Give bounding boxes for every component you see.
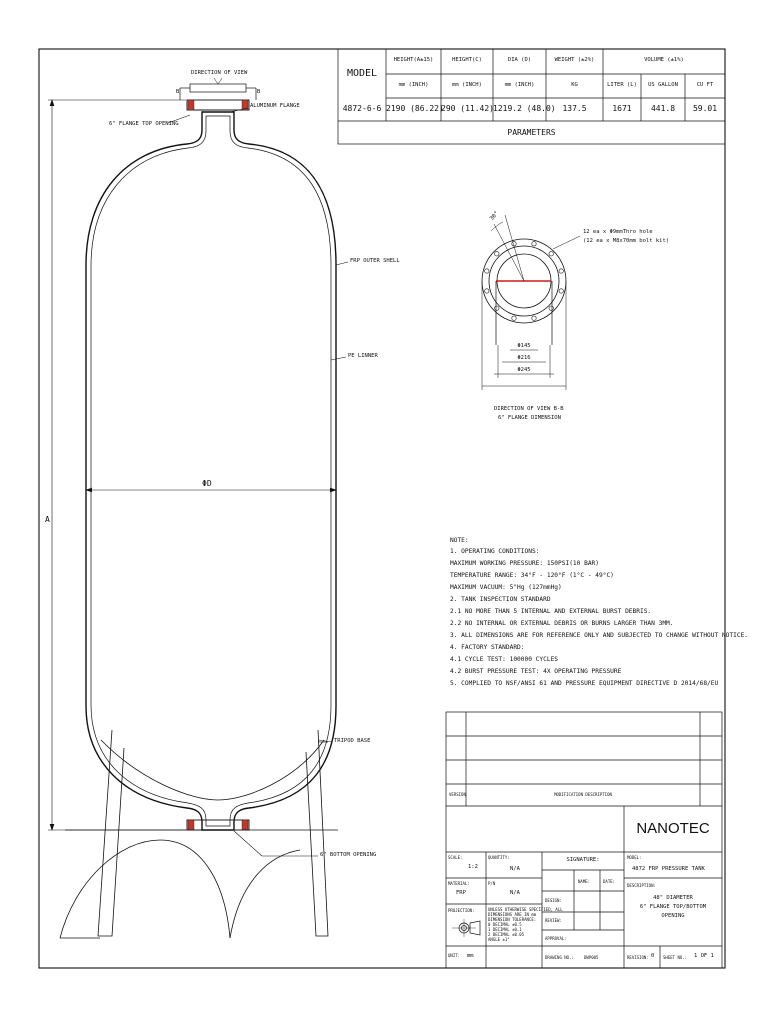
bolt-hole xyxy=(549,252,553,256)
note-line: NOTE: xyxy=(450,537,469,544)
spec-unit-height-a: mm (INCH) xyxy=(398,82,429,88)
material-label: MATERIAL: xyxy=(448,881,470,886)
tripod-base-label: TRIPOD BASE xyxy=(334,738,371,744)
spec-weight-value: 137.5 xyxy=(562,104,587,113)
tank-pe-liner xyxy=(91,116,331,826)
pn-label: P/N xyxy=(488,881,496,886)
note-line: TEMPERATURE RANGE: 34°F - 120°F (1°C - 49°C) xyxy=(450,572,614,579)
flange-dim-216: Φ216 xyxy=(517,355,531,361)
tolerance-line: ANGLE ±1° xyxy=(488,937,510,942)
bolt-hole xyxy=(495,252,499,256)
note-line: 2.1 NO MORE THAN 5 INTERNAL AND EXTERNAL BURST DEBRIS. xyxy=(450,608,652,615)
bottom-flange xyxy=(187,820,249,830)
spec-cuft-value: 59.01 xyxy=(692,104,718,113)
note-line: 5. COMPLIED TO NSF/ANSI 61 AND PRESSURE EQUIPMENT DIRECTIVE D 2014/68/EU xyxy=(450,680,719,687)
date-label: DATE: xyxy=(603,879,616,884)
quantity-value: N/A xyxy=(510,866,520,872)
bolt-hole xyxy=(512,316,516,320)
design-label: DESIGN: xyxy=(545,898,562,903)
description-label: DESCRIPTION: xyxy=(627,883,656,888)
spec-col-height-a: HEIGHT(A±15) xyxy=(393,57,434,63)
bolt-hole xyxy=(559,289,563,293)
note-line: 2. TANK INSPECTION STANDARD xyxy=(450,596,551,603)
flange-dim-245: Φ245 xyxy=(517,367,531,373)
note-line: 3. ALL DIMENSIONS ARE FOR REFERENCE ONLY AND SUBJECTED TO CHANGE WITHOUT NOTICE. xyxy=(450,632,749,639)
outer-shell-label: FRP OUTER SHELL xyxy=(350,258,400,264)
tank-outer-shell xyxy=(86,112,336,830)
spec-liter-value: 1671 xyxy=(612,104,632,113)
note-line: MAXIMUM WORKING PRESSURE: 150PSI(10 BAR) xyxy=(450,560,600,567)
drawing-no-value: DWP005 xyxy=(584,955,599,960)
sheet-label: SHEET NO.: xyxy=(663,955,688,960)
direction-of-view-label: DIRECTION OF VIEW xyxy=(191,70,248,76)
note-line: 4.1 CYCLE TEST: 100000 CYCLES xyxy=(450,656,559,663)
tolerance-line: 0 DECIMAL ±0.5 xyxy=(488,922,522,927)
height-a-label: A xyxy=(45,515,50,524)
spec-gallon-value: 441.8 xyxy=(650,104,676,113)
quantity-label: QUANTITY: xyxy=(488,855,510,860)
bolt-hole xyxy=(512,242,516,246)
revision-label: REVISION: xyxy=(627,955,649,960)
approval-label: APPROVAL: xyxy=(545,936,567,941)
model-label: MODEL: xyxy=(627,855,642,860)
spec-col-weight: WEIGHT (±2%) xyxy=(554,57,595,63)
flange-caption-1: DIRECTION OF VIEW B-B xyxy=(494,406,564,412)
section-b-left: B xyxy=(176,89,180,95)
sheet-value: 1 OF 1 xyxy=(694,953,714,959)
hole-note-line-2: (12 ea x M8x70mm bolt kit) xyxy=(583,238,670,244)
flange-caption-2: 6" FLANGE DIMENSION xyxy=(498,415,561,421)
model-value: 4872 FRP PRESSURE TANK xyxy=(632,866,705,872)
top-opening-label: 6" FLANGE TOP OPENING xyxy=(109,121,179,127)
spec-unit-cuft: CU FT xyxy=(696,82,714,88)
bolt-hole xyxy=(549,306,553,310)
note-line: 2.2 NO INTERNAL OR EXTERNAL DEBRIS OR BURNS LARGER THAN 3MM. xyxy=(450,620,674,627)
bottom-opening-label: 6" BOTTOM OPENING xyxy=(320,852,377,858)
note-line: 1. OPERATING CONDITIONS: xyxy=(450,548,540,555)
spec-unit-liter: LITER (L) xyxy=(607,82,637,88)
diameter-label: ΦD xyxy=(202,479,212,488)
bolt-hole xyxy=(495,306,499,310)
tolerance-line: 1 DECIMAL ±0.1 xyxy=(488,927,522,932)
tolerance-line: DIMENSIONS ARE IN mm xyxy=(488,912,537,917)
spec-height-c-value: 290 (11.42) xyxy=(441,104,494,113)
spec-unit-weight: KG xyxy=(571,82,578,88)
spec-table-footer: PARAMETERS xyxy=(507,128,556,137)
projection-symbol xyxy=(452,919,480,937)
spec-unit-height-c: mm (INCH) xyxy=(452,82,482,88)
spec-col-dia: DIA (D) xyxy=(507,57,532,63)
spec-unit-dia: mm (INCH) xyxy=(504,82,535,88)
view-direction-marker xyxy=(180,78,256,100)
name-label: NAME: xyxy=(578,879,591,884)
bolt-hole xyxy=(559,269,563,273)
liner-label: PE LINNER xyxy=(348,353,378,359)
flange-angle-label: 30° xyxy=(489,210,501,222)
top-flange xyxy=(187,100,249,110)
hole-note-line-1: 12 ea x Φ9mmThro hole xyxy=(583,229,653,235)
description-line-1: 48" DIAMETER xyxy=(653,895,693,901)
description-line-2: 6" FLANGE TOP/BOTTOM xyxy=(639,904,707,910)
signature-label: SIGNATURE: xyxy=(566,857,600,863)
pn-value: N/A xyxy=(510,890,520,896)
unit-value: mm xyxy=(467,953,474,959)
scale-label: SCALE: xyxy=(448,855,463,860)
review-label: REVIEW: xyxy=(545,918,562,923)
tolerance-line: UNLESS OTHERWISE SPECIFIED, ALL xyxy=(488,907,563,912)
spec-col-volume: VOLUME (±1%) xyxy=(644,57,684,63)
flange-dim-145: Φ145 xyxy=(517,343,531,349)
scale-value: 1:2 xyxy=(468,864,478,870)
version-label: VERSION xyxy=(449,792,466,797)
note-line: 4.2 BURST PRESSURE TEST: 4X OPERATING PRESSURE xyxy=(450,668,622,675)
spec-model-value: 4872-6-6 xyxy=(342,104,382,113)
description-line-3: OPENING xyxy=(661,913,685,919)
note-line: MAXIMUM VACUUM: 5"Hg (127mmHg) xyxy=(450,584,562,591)
unit-label: UNIT: xyxy=(448,953,461,958)
bolt-hole xyxy=(485,289,489,293)
revision-value: 0 xyxy=(651,953,655,959)
bolt-hole xyxy=(532,316,536,320)
spec-dia-value: 1219.2 (48.0) xyxy=(493,104,556,113)
spec-col-height-c: HEIGHT(C) xyxy=(452,57,482,63)
height-a-dimension xyxy=(48,100,186,830)
section-b-right: B xyxy=(257,89,261,95)
bolt-hole xyxy=(532,242,536,246)
tolerance-line: 2 DECIMAL ±0.05 xyxy=(488,932,525,937)
spec-height-a-value: 2190 (86.22) xyxy=(386,104,444,113)
model-header: MODEL xyxy=(346,68,378,79)
modification-label: MODIFICATION DESCRIPTION xyxy=(554,792,612,797)
bolt-hole xyxy=(485,269,489,273)
spec-unit-gallon: US GALLON xyxy=(648,82,678,88)
material-value: FRP xyxy=(456,890,466,896)
aluminum-flange-label: ALUMINUM FLANGE xyxy=(250,103,300,109)
drawing-no-label: DRAWING NO.: xyxy=(545,955,574,960)
note-line: 4. FACTORY STANDARD: xyxy=(450,644,525,651)
company-name: NANOTEC xyxy=(636,820,710,837)
tolerance-line: DIMENSION TOLERANCE: xyxy=(488,917,537,922)
projection-label: PROJECTION: xyxy=(448,908,475,913)
flange-bb-view xyxy=(482,215,580,390)
